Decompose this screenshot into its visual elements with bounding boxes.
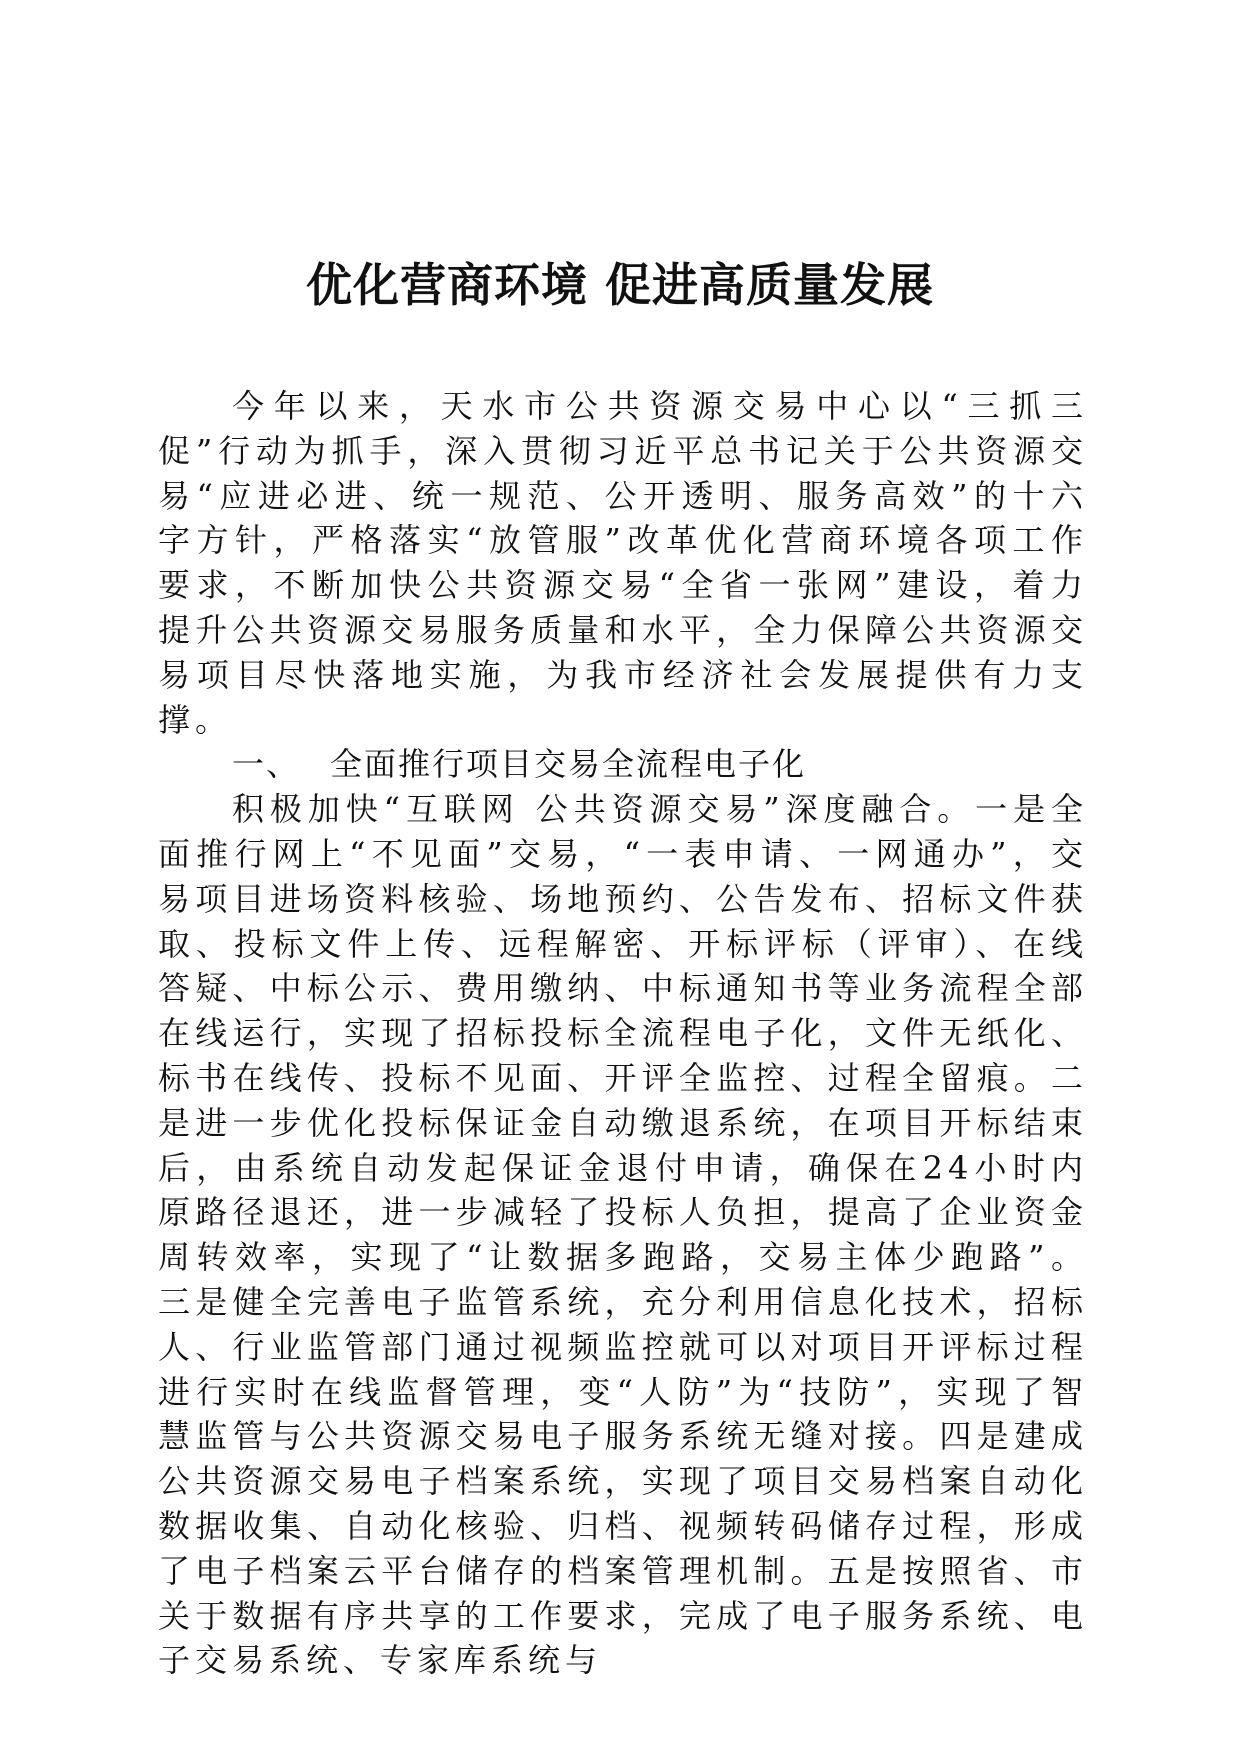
section-heading: [158, 742, 1088, 787]
section-number: 一、: [232, 745, 301, 784]
document-body: [158, 384, 1088, 1683]
intro-paragraph: 今年以来，天水市公共资源交易中心以“三抓三促”行动为抓手，深入贯彻习近平总书记关于公共资源交易“应进必进、统一规范、公开透明、服务高效”的十六字方针，严格落实“放管服”改革优化营商环境各项工作要求，不断加快公共资源交易“全省一张网”建设，着力提升公共资源交易服务质量和水平，全力保障公共资源交易项目尽快落地实施，为我市经济社会发展提供有力支撑。: [158, 387, 1088, 739]
section-heading-text: 全面推行项目交易全流程电子化: [330, 745, 807, 784]
section-paragraph: 积极加快“互联网 公共资源交易”深度融合。一是全面推行网上“不见面”交易，“一表申请、一网通办”，交易项目进场资料核验、场地预约、公告发布、招标文件获取、投标文件上传、远程解密、开标评标（评审）、在线答疑、中标公示、费用缴纳、中标通知书等业务流程全部在线运行，实现了招标投标全流程电子化，文件无纸化、标书在线传、投标不见面、开评全监控、过程全留痕。二是进一步优化投标保证金自动缴退系统，在项目开标结束后，由系统自动发起保证金退付申请，确保在24小时内原路径退还，进一步减轻了投标人负担，提高了企业资金周转效率，实现了“让数据多跑路，交易主体少跑路”。三是健全完善电子监管系统，充分利用信息化技术，招标人、行业监管部门通过视频监控就可以对项目开评标过程进行实时在线监督管理，变“人防”为“技防”，实现了智慧监管与公共资源交易电子服务系统无缝对接。四是建成公共资源交易电子档案系统，实现了项目交易档案自动化数据收集、自动化核验、归档、视频转码储存过程，形成了电子档案云平台储存的档案管理机制。五是按照省、市关于数据有序共享的工作要求，完成了电子服务系统、电子交易系统、专家库系统与: [158, 790, 1088, 1680]
document-title: 优化营商环境 促进高质量发展: [305, 258, 934, 312]
